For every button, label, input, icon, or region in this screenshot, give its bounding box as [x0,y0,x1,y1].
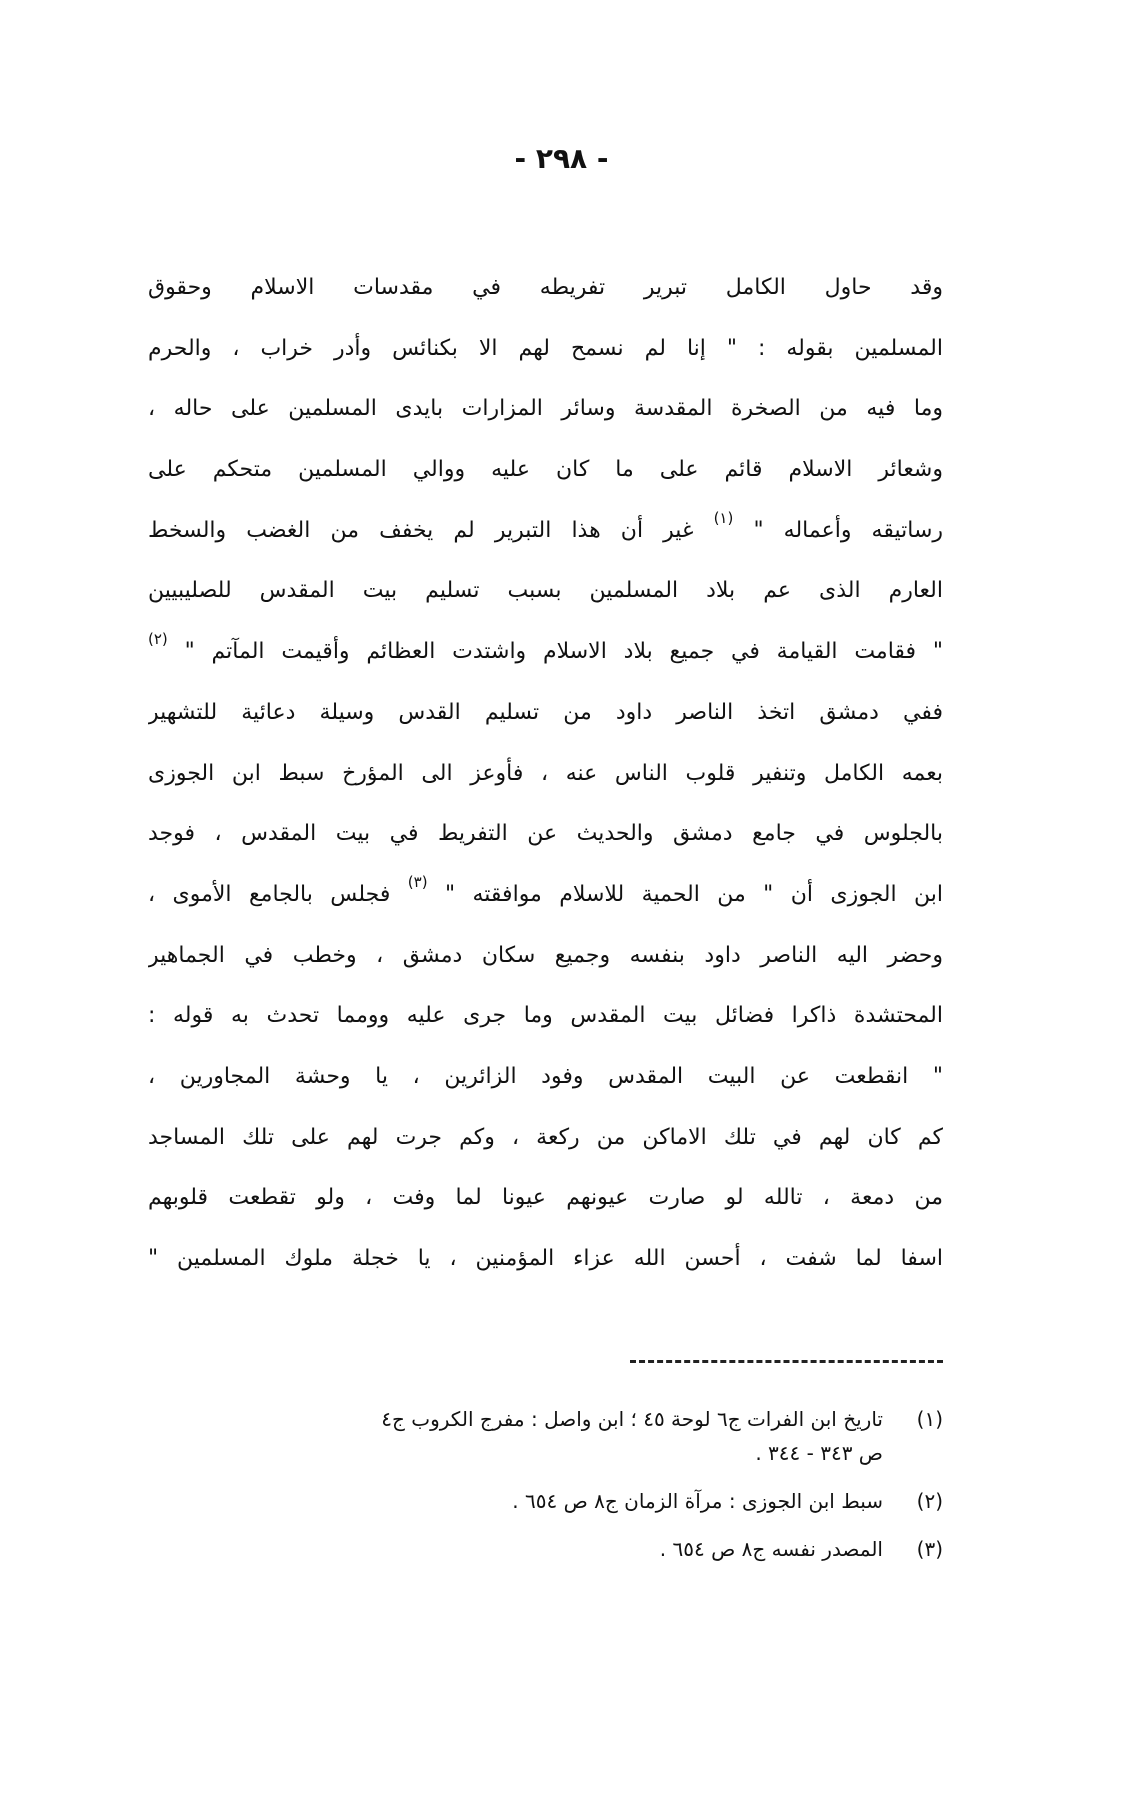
footnote-ref: (٣) [407,872,428,891]
text-line: وما فيه من الصخرة المقدسة وسائر المزارات بايدى المسلمين على حاله ، [148,396,943,422]
text-line: من دمعة ، تالله لو صارت عيونهم عيونا لما وفت ، ولو تقطعت قلوبهم [148,1185,943,1211]
footnote-number: (١) [916,1407,943,1431]
text-line: المحتشدة ذاكرا فضائل بيت المقدس وما جرى عليه وومما تحدث به قوله : [148,1003,943,1029]
text-line: وحضر اليه الناصر داود بنفسه وجميع سكان دمشق ، وخطب في الجماهير [148,942,943,968]
footnote-text: المصدر نفسه ج٨ ص ٦٥٤ . [659,1537,883,1561]
text-line: ففي دمشق اتخذ الناصر داود من تسليم القدس وسيلة دعائية للتشهير [148,699,943,725]
footnote-ref: (٢) [148,630,168,649]
text-line: بعمه الكامل وتنفير قلوب الناس عنه ، فأوعز الى المؤرخ سبط ابن الجوزى [148,760,943,786]
text-line: المسلمين بقوله : " إنا لم نسمح لهم الا بكنائس وأدر خراب ، والحرم [148,335,943,361]
text-line: بالجلوس في جامع دمشق والحديث عن التفريط في بيت المقدس ، فوجد [148,821,943,847]
footnotes [148,1402,943,1580]
page-number: - ٢٩٨ - [514,142,609,175]
text-line: العارم الذى عم بلاد المسلمين بسبب تسليم بيت المقدس للصليبيين [148,578,943,604]
text-line-with-ref [148,622,943,683]
footnote-text-cont: ص ٣٤٣ - ٣٤٤ . [755,1441,883,1465]
text-segment: " فقامت القيامة في جميع بلاد الاسلام واشتدت العظائم وأقيمت المآتم " [184,639,943,665]
footnote-number: (٢) [916,1489,943,1513]
footnote-text: تاريخ ابن الفرات ج٦ لوحة ٤٥ ؛ ابن واصل : مفرج الكروب ج٤ [381,1407,883,1431]
text-line: اسفا لما شفت ، أحسن الله عزاء المؤمنين ، يا خجلة ملوك المسلمين " [148,1246,943,1271]
text-segment: فجلس بالجامع الأموى ، [148,881,391,907]
text-line: وقد حاول الكامل تبرير تفريطه في مقدسات الاسلام وحقوق [148,275,943,300]
footnote [148,1532,943,1566]
text-segment: رساتيقه وأعماله " [753,517,943,543]
footnote-text: سبط ابن الجوزى : مرآة الزمان ج٨ ص ٦٥٤ . [512,1489,883,1513]
text-line: " انقطعت عن البيت المقدس وفود الزائرين ، يا وحشة المجاورين ، [148,1063,943,1089]
footnote-body [148,1402,883,1470]
footnote [148,1484,943,1518]
footnote [148,1402,943,1470]
footnote-divider [630,1360,943,1363]
text-line-with-ref [148,865,943,926]
text-segment: ابن الجوزى أن " من الحمية للاسلام موافقته " [444,881,943,907]
text-segment: غير أن هذا التبرير لم يخفف من الغضب والسخط [148,517,694,543]
footnote-ref: (١) [713,508,734,527]
text-line: وشعائر الاسلام قائم على ما كان عليه ووالي المسلمين متحكم على [148,457,943,483]
footnote-number: (٣) [916,1537,943,1561]
text-line-with-ref [148,501,943,562]
body-text [148,258,943,1290]
text-line: كم كان لهم في تلك الاماكن من ركعة ، وكم جرت لهم على تلك المساجد [148,1124,943,1150]
